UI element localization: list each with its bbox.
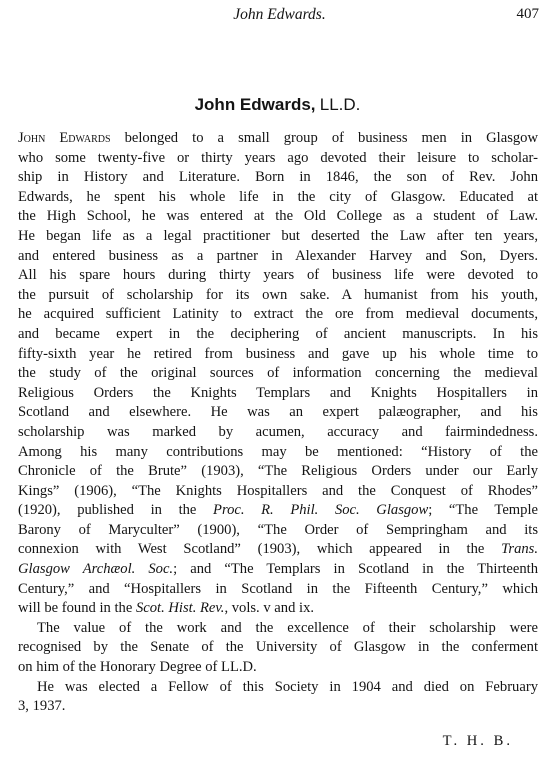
body-line: (1920), published in the Proc. R. Phil. Soc. Glasgow; “The Temple [18,502,538,519]
author-initials: T. H. B. [442,733,513,749]
journal-title: Scot. Hist. Rev. [135,600,225,617]
body-line: Scotland and elsewhere. He was an expert palæographer, and his [18,404,538,421]
body-line: and became expert in the deciphering of ancient manuscripts. In his [18,325,538,342]
journal-title: Proc. R. Phil. Soc. Glasgow [213,502,429,519]
body-line: he acquired sufficient Latinity to extract the ore from medieval documents, [18,306,538,323]
body-line: Religious Orders the Knights Templars and Knights Hospitallers in [18,384,538,401]
body-line: Kings” (1906), “The Knights Hospitallers and the Conquest of Rhodes” [18,482,538,499]
article-degree: LL.D. [319,95,361,114]
body-line: 3, 1937. [18,698,66,715]
body-line: will be found in the Scot. Hist. Rev., vols. v and ix. [18,600,315,617]
body-line: He began life as a legal practitioner but deserted the Law after ten years, [18,227,538,244]
body-line: The value of the work and the excellence of their scholarship were [37,619,538,636]
body-line: the study of the original sources of information concerning the medieval [18,365,538,382]
body-line: on him of the Honorary Degree of LL.D. [18,659,257,676]
article-heading [0,95,555,115]
lead-in: John Edwards [18,130,111,146]
running-title: John Edwards. [233,6,326,23]
body-line: All his spare hours during thirty years of business life were devoted to [18,267,538,284]
body-line: Among his many contributions may be mentioned: “History of the [18,443,538,460]
body-line: scholarship was marked by acumen, accuracy and fairmindedness. [18,423,538,440]
body-line: recognised by the Senate of the University of Glasgow in the conferment [18,639,538,656]
body-line: Edwards, he spent his whole life in the city of Glasgow. Educated at [18,188,538,205]
body-line: and entered business as a partner in Alexander Harvey and Son, Dyers. [18,247,538,264]
body-line: connexion with West Scotland” (1903), which appeared in the Trans. [18,541,538,558]
body-line: He was elected a Fellow of this Society in 1904 and died on February [37,678,538,695]
journal-title: Trans. [501,541,538,558]
body-line: John Edwards belonged to a small group of business men in Glasgow [18,130,539,146]
body-line: Chronicle of the Brute” (1903), “The Religious Orders under our Early [18,463,538,480]
body-line: Glasgow Archæol. Soc.; and “The Templars in Scotland in the Thirteenth [18,561,538,578]
body-line: Barony of Maryculter” (1900), “The Order of Sempringham and its [18,521,539,538]
journal-title: Glasgow Archæol. Soc. [18,561,174,578]
body-line: Century,” and “Hospitallers in Scotland in the Fifteenth Century,” which [18,580,538,597]
article-body [18,129,538,717]
body-line: who some twenty-five or thirty years ago devoted their leisure to scholar- [18,149,538,166]
body-line: the pursuit of scholarship for its own sake. A humanist from his youth, [18,286,538,303]
body-line: the High School, he was entered at the Old College as a student of Law. [18,208,538,225]
body-line: ship in History and Literature. Born in 1846, the son of Rev. John [18,169,538,186]
body-line: fifty-sixth year he retired from business and gave up his whole time to [18,345,538,362]
article-name: John Edwards, [194,95,316,114]
page-number: 407 [516,6,539,22]
running-head [20,6,539,28]
